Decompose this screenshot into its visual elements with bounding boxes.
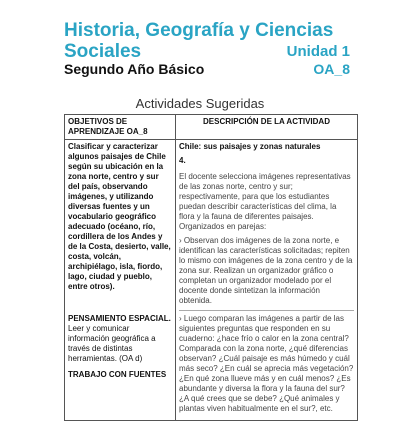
unit-label: Unidad 1 xyxy=(286,43,350,60)
activity-number: 4. xyxy=(179,156,186,165)
pensamiento-text: Leer y comunicar información geográfica a través de distintas herramientas. (OA d) xyxy=(68,324,156,363)
oa-label: OA_8 xyxy=(313,61,350,77)
page-header xyxy=(0,0,400,90)
activities-table xyxy=(64,114,358,421)
activity-paragraph-2: › Observan dos imágenes de la zona norte, e identifican las características solicitadas; repiten lo mismo con imágenes de la zona centro y de la zona sur. Realizan un organizador gráfico o completan un organizador modelado por el docente donde sintetizan la información obtenida. xyxy=(179,236,353,305)
table-row xyxy=(65,140,358,421)
subject-title-line2: Sociales xyxy=(64,41,142,62)
grade-label: Segundo Año Básico xyxy=(64,61,205,77)
objectives-header: OBJETIVOS DE APRENDIZAJE OA_8 xyxy=(65,115,176,140)
trabajo-fuentes-label: TRABAJO CON FUENTES xyxy=(68,370,167,379)
subject-title-line1: Historia, Geografía y Ciencias xyxy=(64,20,334,41)
description-cell xyxy=(176,140,358,421)
objectives-cell xyxy=(65,140,176,421)
activity-subtitle: Chile: sus paisajes y zonas naturales xyxy=(179,142,321,151)
pensamiento-espacial xyxy=(68,314,172,364)
divider xyxy=(179,310,354,311)
activity-paragraph-1: El docente selecciona imágenes representativas de las zonas norte, centro y sur; respectivamente, para que los estudiantes puedan describir características del clima, la flora y la fauna de diferentes paisajes. Organizados en parejas: xyxy=(179,172,351,231)
learning-objective-text: Clasificar y caracterizar algunos paisajes de Chile según su ubicación en la zona norte, centro y sur del país, observando imágenes, y utilizando diversas fuentes y un vocabulario geográfico adecuado (océano, río, cordillera de los Andes y de la Costa, desierto, valle, costa, volcán, archipiélago, isla, fiordo, lago, ciudad y pueblo, entre otros). xyxy=(68,142,171,291)
pensamiento-label: PENSAMIENTO ESPACIAL. xyxy=(68,314,171,323)
activity-paragraph-3: › Luego comparan las imágenes a partir de las siguientes preguntas que responden en su cuaderno: ¿hace frío o calor en la zona central? Comparada con la zona norte, ¿qué diferencias observan? ¿Cuál paisaje es más húmedo y cuál más seco? ¿En cuál se aprecia más vegetación? ¿En qué zona llueve más y en cuál menos? ¿Es abundante y diversa la flora y la fauna del sur? ¿A qué crees que se debe? ¿Qué animales y plantas viven habitualmente en el sur?, etc. xyxy=(179,314,354,413)
table-header-row xyxy=(65,115,358,140)
section-title: Actividades Sugeridas xyxy=(135,96,265,111)
description-header: DESCRIPCIÓN DE LA ACTIVIDAD xyxy=(176,115,358,140)
